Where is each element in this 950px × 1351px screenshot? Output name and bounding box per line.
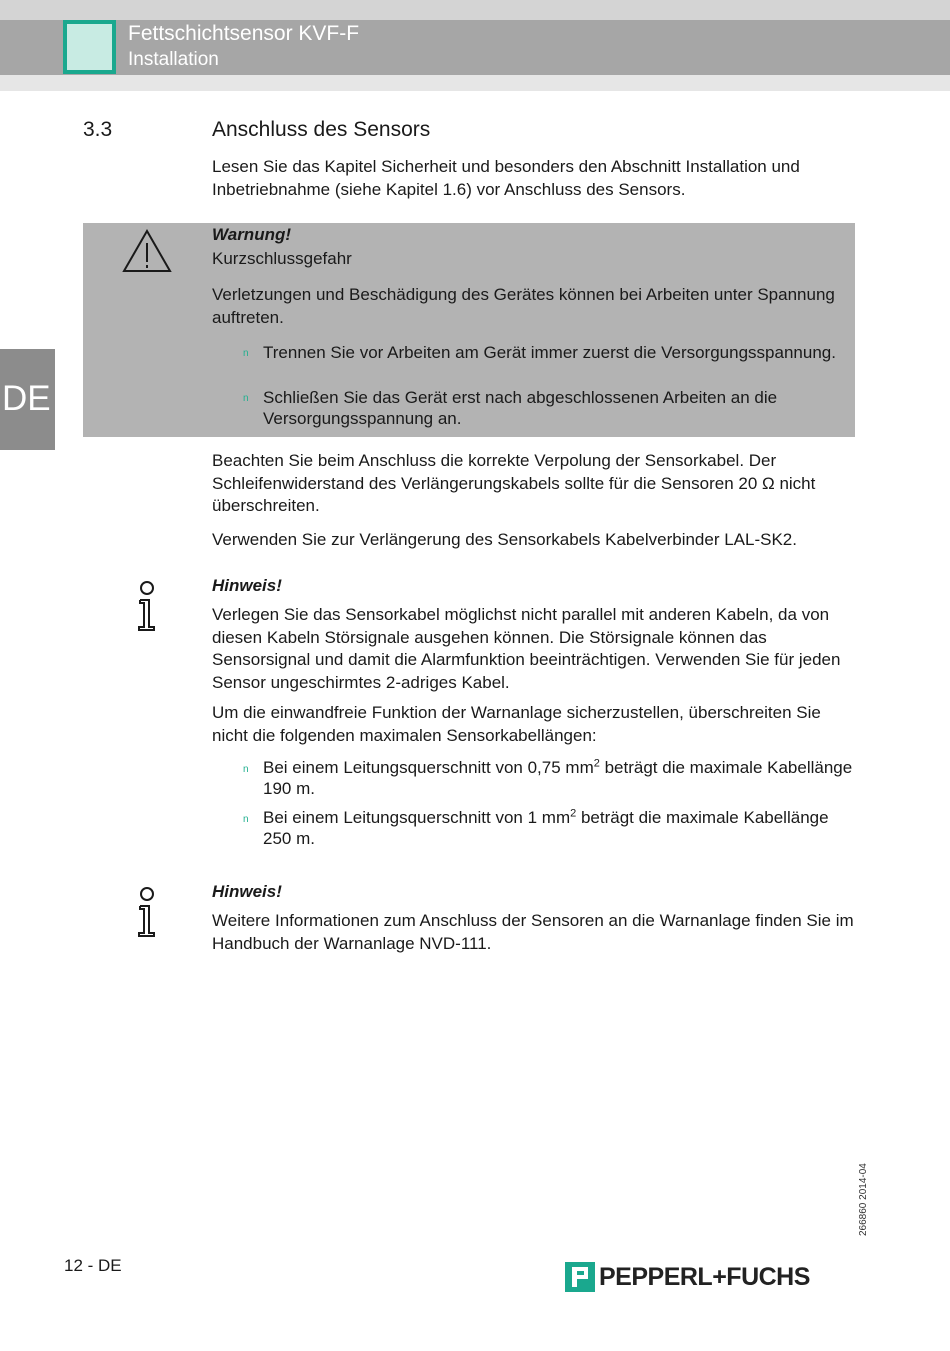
company-logo-text: PEPPERL+FUCHS — [599, 1263, 810, 1291]
warning-subheading: Kurzschlussgefahr — [212, 249, 352, 268]
language-label: DE — [2, 379, 51, 418]
header-logo-square — [63, 20, 116, 74]
warning-heading: Warnung! — [212, 225, 292, 244]
cable-length-bullet-1: Bei einem Leitungsquerschnitt von 0,75 $mm^2$ beträgt die maximale Kabellänge 190 m. — [263, 757, 853, 798]
language-side-tab — [0, 349, 55, 450]
header-bottom-strip — [0, 75, 950, 91]
note1-text-2: Um die einwandfreie Funktion der Warnanlage sicherzustellen, überschreiten Sie nicht die folgenden maximalen Sensorkabellängen: — [212, 703, 821, 745]
bullet-marker: n — [243, 348, 249, 359]
note2-text: Weitere Informationen zum Anschluss der Sensoren an die Warnanlage finden Sie im Handbuch der Warnanlage NVD-111. — [212, 911, 854, 953]
bullet-marker: n — [243, 814, 249, 825]
header-subtitle: Installation — [128, 49, 219, 70]
intro-paragraph: Lesen Sie das Kapitel Sicherheit und besonders den Abschnitt Installation und Inbetriebnahme (siehe Kapitel 1.6) vor Anschluss des Sensors. — [212, 157, 800, 199]
note1-heading: Hinweis! — [212, 576, 282, 595]
warning-triangle-icon — [122, 228, 172, 274]
warning-bullet-1: Trennen Sie vor Arbeiten am Gerät immer zuerst die Versorgungsspannung. — [263, 343, 836, 362]
warning-bullet-2: Schließen Sie das Gerät erst nach abgeschlossenen Arbeiten an die Versorgungsspannung an. — [263, 388, 778, 428]
section-title: Anschluss des Sensors — [212, 118, 431, 141]
note2-heading: Hinweis! — [212, 882, 282, 901]
bullet-marker: n — [243, 764, 249, 775]
document-number: 266860 2014-04 — [858, 1163, 869, 1236]
header-title: Fettschichtsensor KVF-F — [128, 22, 360, 45]
note1-text: Verlegen Sie das Sensorkabel möglichst nicht parallel mit anderen Kabeln, da von diesen Kabeln Störsignale ausgehen können. Die Störsignale können das Sensorsignal und damit die Alarmfunktion beeinträchtigen. Verwenden Sie für jeden Sensor ungeschirmtes 2-adriges Kabel. — [212, 605, 841, 692]
info-icon — [135, 580, 159, 632]
body-paragraph-1: Beachten Sie beim Anschluss die korrekte Verpolung der Sensorkabel. Der Schleifenwiderstand des Verlängerungskabels sollte für die Sensoren 20 Ω nicht überschreiten. — [212, 451, 816, 515]
cable-length-bullet-2: Bei einem Leitungsquerschnitt von 1 $mm^2$ beträgt die maximale Kabellänge 250 m. — [263, 807, 829, 848]
pepperl-fuchs-logo-icon — [565, 1262, 595, 1292]
top-strip — [0, 0, 950, 20]
warning-text: Verletzungen und Beschädigung des Gerätes können bei Arbeiten unter Spannung auftreten. — [212, 285, 835, 327]
section-number: 3.3 — [83, 118, 113, 141]
page-number: 12 - DE — [64, 1256, 122, 1275]
bullet-marker: n — [243, 393, 249, 404]
info-icon — [135, 886, 159, 938]
body-paragraph-2: Verwenden Sie zur Verlängerung des Sensorkabels Kabelverbinder LAL-SK2. — [212, 530, 797, 549]
